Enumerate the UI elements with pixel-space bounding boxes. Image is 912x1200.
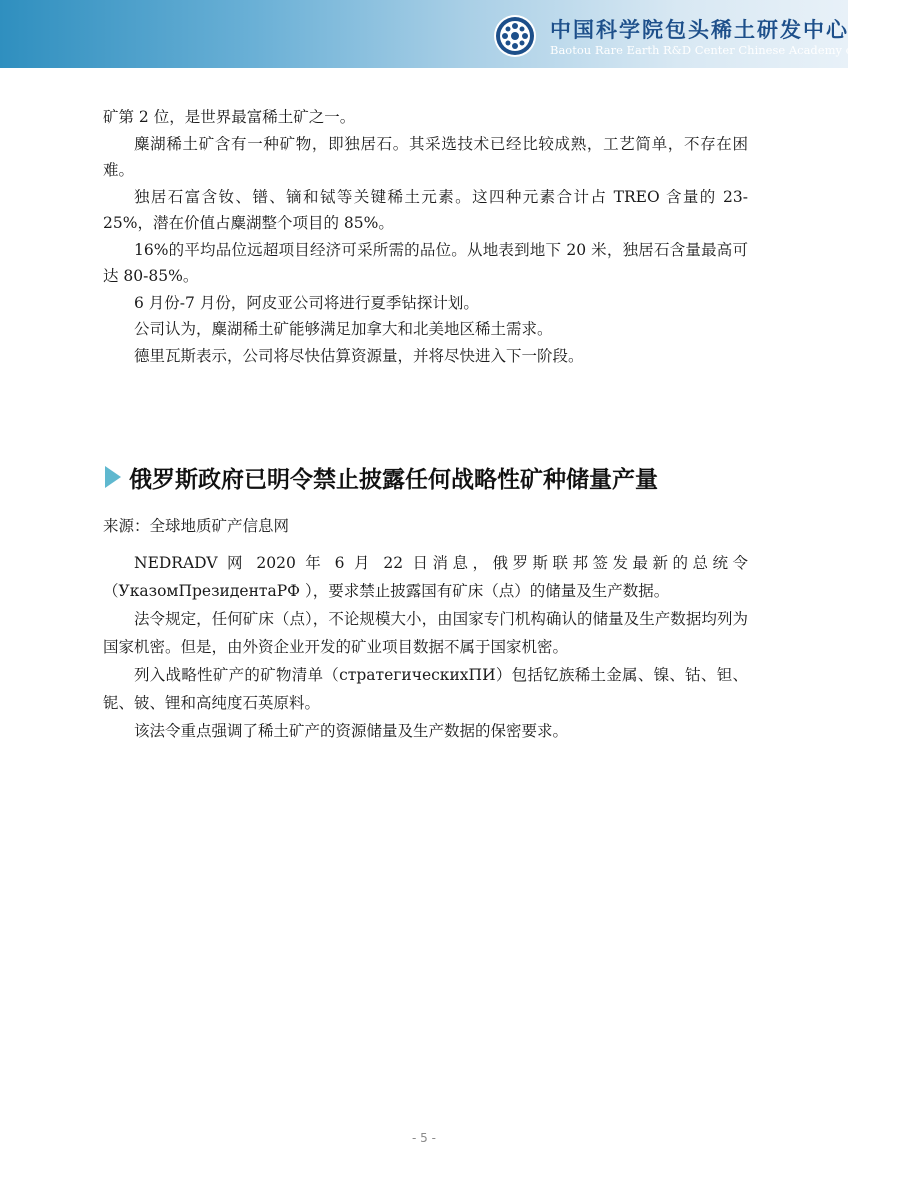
paragraph: 6 月份-7 月份，阿皮亚公司将进行夏季钻探计划。: [134, 293, 479, 312]
paragraph: 16%的平均品位远超项目经济可采所需的品位。从地表到地下 20 米，独居石含量最高可达 80-85%。: [103, 240, 748, 285]
paragraph: 公司认为，麋湖稀土矿能够满足加拿大和北美地区稀土需求。: [134, 320, 553, 338]
triangle-marker-icon: [105, 466, 121, 488]
paragraph: 矿第 2 位，是世界最富稀土矿之一。: [103, 108, 356, 126]
paragraph: NEDRADV 网 2020 年 6 月 22 日消息，俄罗斯联邦签发最新的总统令（УказомПрезидентаРФ ），要求禁止披露国有矿床（点）的储量及生产数据。: [103, 554, 748, 600]
paragraph: 德里瓦斯表示，公司将尽快估算资源量，并将尽快进入下一阶段。: [134, 346, 584, 365]
cas-logo-icon: [493, 14, 537, 58]
section-title: 俄罗斯政府已明令禁止披露任何战略性矿种储量产量: [129, 466, 658, 493]
paragraph: 列入战略性矿产的矿物清单（стратегическихПИ）包括钇族稀土金属、镍、钴、钽、铌、铍、锂和高纯度石英原料。: [103, 666, 748, 712]
paragraph: 麋湖稀土矿含有一种矿物，即独居石。其采选技术已经比较成熟，工艺简单，不存在困难。: [103, 134, 748, 179]
article1-body: [103, 104, 748, 369]
paragraph: 该法令重点强调了稀土矿产的资源储量及生产数据的保密要求。: [134, 722, 569, 740]
org-name-en: Baotou Rare Earth R&D Center Chinese Academy of Sciences: [550, 43, 912, 57]
section-heading: [105, 459, 765, 495]
org-name-cn: 中国科学院包头稀土研发中心: [550, 18, 849, 42]
paragraph: 法令规定，任何矿床（点），不论规模大小，由国家专门机构确认的储量及生产数据均列为国家机密。但是，由外资企业开发的矿业项目数据不属于国家机密。: [103, 610, 748, 656]
page-number: - 5 -: [412, 1131, 436, 1145]
article2-body: [103, 549, 748, 745]
paragraph: 独居石富含钕、镨、镝和铽等关键稀土元素。这四种元素合计占 TREO 含量的 23-25%，潜在价值占麋湖整个项目的 85%。: [103, 187, 748, 232]
source-line: 来源：全球地质矿产信息网: [103, 517, 290, 535]
header-band: [0, 0, 912, 68]
